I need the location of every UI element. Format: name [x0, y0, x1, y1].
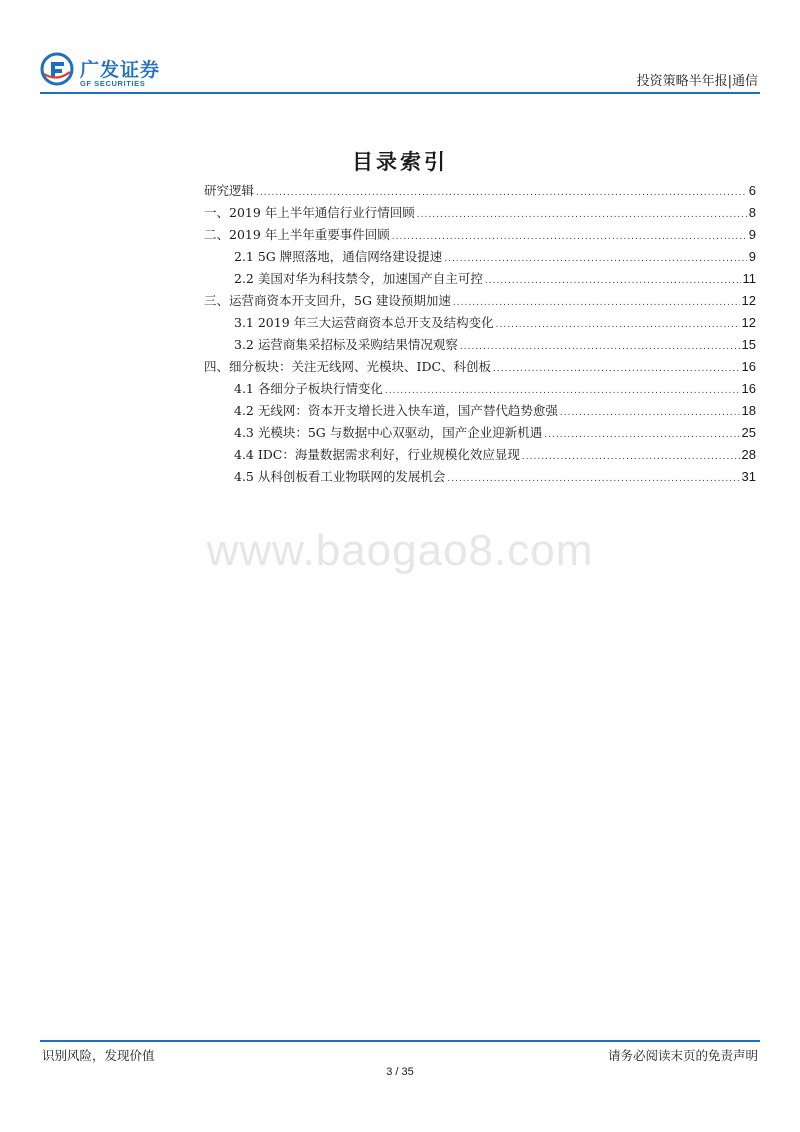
- gf-logo-icon: [40, 52, 74, 86]
- header-divider: [40, 92, 760, 94]
- toc-entry-title: 二、2019 年上半年重要事件回顾: [204, 227, 390, 242]
- toc-entry[interactable]: [234, 466, 756, 488]
- toc-entry[interactable]: [204, 202, 756, 224]
- toc-title: 目录索引: [352, 149, 448, 174]
- toc-entry-title: 2.1 5G 牌照落地，通信网络建设提速: [234, 249, 443, 264]
- toc-entry-title: 4.5 从科创板看工业物联网的发展机会: [234, 469, 446, 484]
- toc-leader-dots: [544, 424, 739, 446]
- toc-entry-page: 12: [741, 315, 756, 330]
- toc-entry-page: 12: [741, 293, 756, 308]
- toc-entry-title: 3.2 运营商集采招标及采购结果情况观察: [234, 337, 458, 352]
- toc-entry-page: 16: [741, 381, 756, 396]
- company-logo: [40, 52, 180, 92]
- toc-entry[interactable]: [234, 246, 756, 268]
- toc-leader-dots: [460, 336, 740, 358]
- toc-leader-dots: [385, 380, 740, 402]
- toc-leader-dots: [453, 292, 740, 314]
- toc-leader-dots: [485, 270, 741, 292]
- toc-entry[interactable]: [204, 224, 756, 246]
- toc-entry[interactable]: [234, 312, 756, 334]
- footer-slogan: 识别风险，发现价值: [42, 1048, 155, 1063]
- toc-leader-dots: [496, 314, 740, 336]
- logo-chinese-name: 广发证券: [80, 59, 161, 81]
- toc-leader-dots: [560, 402, 740, 424]
- toc-entry-page: 9: [748, 227, 756, 242]
- toc-leader-dots: [447, 468, 739, 490]
- toc-entry[interactable]: [234, 444, 756, 466]
- toc-leader-dots: [417, 204, 747, 226]
- toc-entry-title: 研究逻辑: [204, 183, 255, 198]
- toc-entry-title: 一、2019 年上半年通信行业行情回顾: [204, 205, 415, 220]
- toc-entry-page: 25: [741, 425, 756, 440]
- toc-entry-title: 4.4 IDC：海量数据需求利好，行业规模化效应显现: [234, 447, 520, 462]
- report-label: 投资策略半年报|通信: [636, 74, 758, 89]
- toc-leader-dots: [522, 446, 740, 468]
- toc-entry-title: 4.2 无线网：资本开支增长进入快车道，国产替代趋势愈强: [234, 403, 558, 418]
- toc-entry-page: 8: [748, 205, 756, 220]
- toc-entry-page: 11: [742, 271, 756, 286]
- toc-entry-page: 9: [748, 249, 756, 264]
- footer-disclaimer-note: 请务必阅读末页的免责声明: [607, 1048, 758, 1063]
- toc-entry[interactable]: [234, 378, 756, 400]
- toc-entry[interactable]: [234, 400, 756, 422]
- toc-entry-page: 15: [741, 337, 756, 352]
- toc-entry[interactable]: [204, 180, 756, 202]
- toc-entry-title: 四、细分板块：关注无线网、光模块、IDC、科创板: [204, 359, 492, 374]
- toc-entry-page: 16: [741, 359, 756, 374]
- footer-divider: [40, 1040, 760, 1042]
- toc-entry-page: 28: [741, 447, 756, 462]
- toc-entry-title: 3.1 2019 年三大运营商资本总开支及结构变化: [234, 315, 494, 330]
- toc-leader-dots: [392, 226, 747, 248]
- toc-entry-title: 4.1 各细分子板块行情变化: [234, 381, 383, 396]
- toc-entry-title: 4.3 光模块：5G 与数据中心双驱动，国产企业迎新机遇: [234, 425, 543, 440]
- toc-leader-dots: [256, 182, 747, 204]
- page-number: 3 / 35: [386, 1066, 414, 1078]
- logo-english-name: GF SECURITIES: [80, 79, 146, 88]
- toc-entry-page: 31: [741, 469, 756, 484]
- watermark: www.baogao8.com: [206, 526, 594, 575]
- toc-entry-page: 6: [748, 183, 756, 198]
- toc-entry[interactable]: [234, 268, 756, 290]
- toc-leader-dots: [493, 358, 740, 380]
- toc-entry-title: 三、运营商资本开支回升，5G 建设预期加速: [204, 293, 451, 308]
- toc-entry[interactable]: [204, 290, 756, 312]
- toc-leader-dots: [444, 248, 747, 270]
- toc-entry[interactable]: [234, 422, 756, 444]
- toc-entry[interactable]: [234, 334, 756, 356]
- toc-entry-title: 2.2 美国对华为科技禁令，加速国产自主可控: [234, 271, 483, 286]
- toc-entry-page: 18: [741, 403, 756, 418]
- toc-entry[interactable]: [204, 356, 756, 378]
